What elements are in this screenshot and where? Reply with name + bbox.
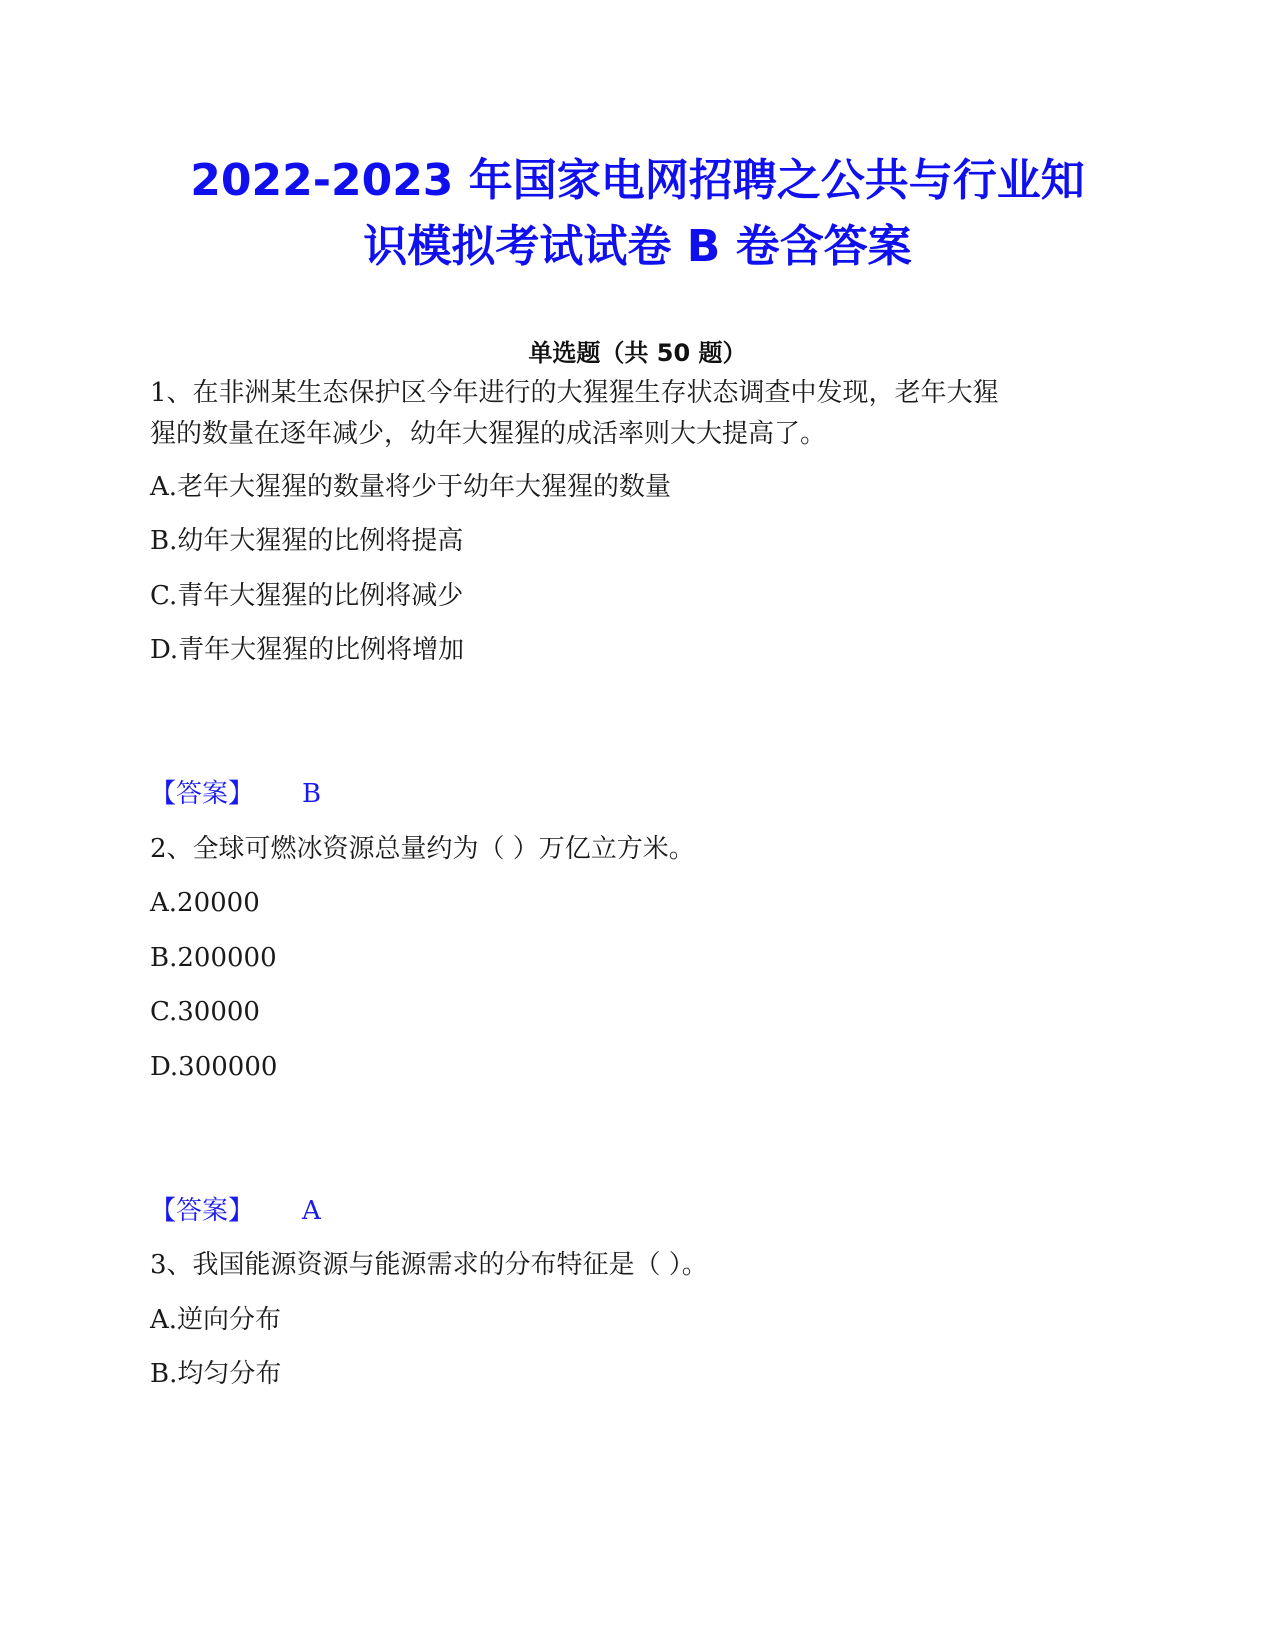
question-2-stem: 2、全球可燃冰资源总量约为（ ）万亿立方米。 xyxy=(150,834,695,864)
question-2-option-d: D.300000 xyxy=(150,1052,278,1082)
question-2-option-c: C.30000 xyxy=(150,997,260,1027)
question-2-option-a: A.20000 xyxy=(150,888,260,918)
question-2-option-b: B.200000 xyxy=(150,943,277,973)
answer-label: 【答案】 xyxy=(150,1196,255,1226)
question-1-answer xyxy=(150,774,1110,815)
answer-value: A xyxy=(302,1196,321,1226)
title-line-2: 识模拟考试试卷 B 卷含答案 xyxy=(363,221,912,272)
question-3-option-a: A.逆向分布 xyxy=(150,1305,282,1335)
question-3-option-b: B.均匀分布 xyxy=(150,1359,282,1389)
question-1-option-c: C.青年大猩猩的比例将减少 xyxy=(150,581,464,611)
question-1-stem-line-2: 猩的数量在逐年减少，幼年大猩猩的成活率则大大提高了。 xyxy=(150,419,827,449)
question-1-option-b: B.幼年大猩猩的比例将提高 xyxy=(150,526,464,556)
answer-label: 【答案】 xyxy=(150,779,255,809)
document-title xyxy=(100,148,1175,280)
section-heading: 单选题（共 50 题） xyxy=(528,339,747,367)
question-1-option-d: D.青年大猩猩的比例将增加 xyxy=(150,635,465,665)
question-1-option-a: A.老年大猩猩的数量将少于幼年大猩猩的数量 xyxy=(150,472,672,502)
question-2-answer xyxy=(150,1191,1110,1232)
question-1-stem-line-1: 1、在非洲某生态保护区今年进行的大猩猩生存状态调查中发现，老年大猩 xyxy=(150,378,999,408)
title-line-1: 2022-2023 年国家电网招聘之公共与行业知 xyxy=(190,155,1085,206)
question-3-stem: 3、我国能源资源与能源需求的分布特征是（ ）。 xyxy=(150,1250,708,1280)
answer-value: B xyxy=(302,779,322,809)
